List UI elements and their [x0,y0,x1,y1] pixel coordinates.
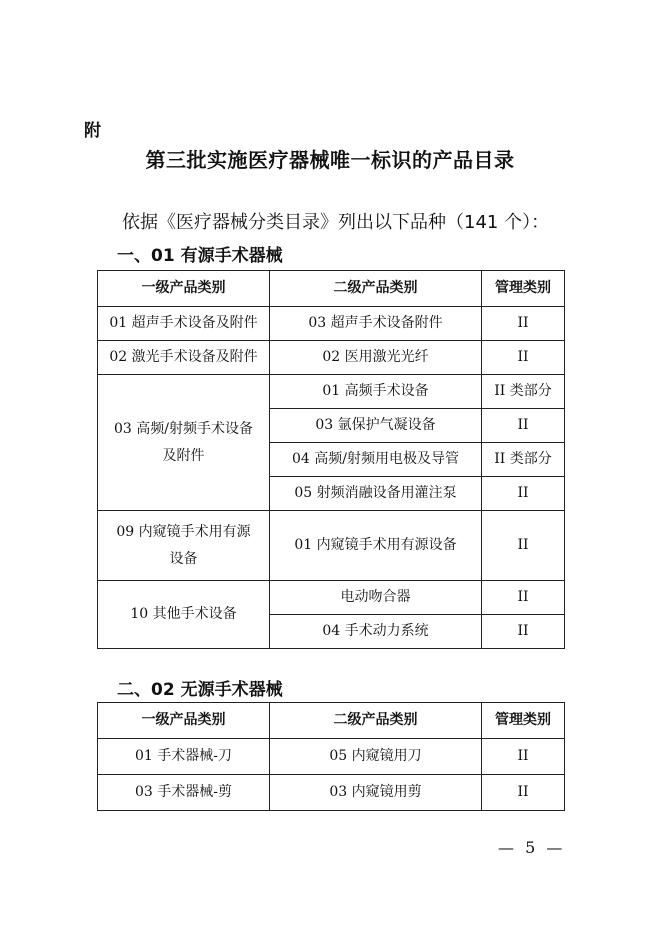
class-cell: II [482,511,565,581]
document-title: 第三批实施医疗器械唯一标识的产品目录 [145,148,515,172]
table-row [98,341,565,375]
class-cell: II [482,341,565,375]
column-header: 一级产品类别 [98,703,270,739]
class-cell: II [482,775,565,811]
level1-cell: 03 高频/射频手术设备及附件 [98,375,270,511]
table-row [98,375,565,409]
level2-cell: 03 超声手术设备附件 [270,307,482,341]
table-header-row [98,271,565,307]
level2-cell: 02 医用激光光纤 [270,341,482,375]
section-heading-passive-surgical: 二、02 无源手术器械 [117,680,283,700]
table-row [98,307,565,341]
level1-cell: 01 手术器械-刀 [98,739,270,775]
level2-cell: 03 内窥镜用剪 [270,775,482,811]
level2-cell: 03 氩保护气凝设备 [270,409,482,443]
table-row [98,511,565,581]
table-row [98,581,565,615]
level2-cell: 01 内窥镜手术用有源设备 [270,511,482,581]
level2-cell: 05 内窥镜用刀 [270,739,482,775]
table-row [98,739,565,775]
appendix-label: 附 [84,121,101,141]
level2-cell: 01 高频手术设备 [270,375,482,409]
page-number: — 5 — [498,838,566,857]
column-header: 一级产品类别 [98,271,270,307]
column-header: 管理类别 [482,703,565,739]
class-cell: II [482,615,565,649]
column-header: 二级产品类别 [270,703,482,739]
level2-cell: 电动吻合器 [270,581,482,615]
level1-cell: 10 其他手术设备 [98,581,270,649]
level1-cell: 02 激光手术设备及附件 [98,341,270,375]
level2-cell: 04 高频/射频用电极及导管 [270,443,482,477]
class-cell: II 类部分 [482,443,565,477]
passive-surgical-table [97,702,565,811]
intro-text: 依据《医疗器械分类目录》列出以下品种（141 个）： [122,212,550,233]
level2-cell: 04 手术动力系统 [270,615,482,649]
level1-cell: 09 内窥镜手术用有源设备 [98,511,270,581]
level1-cell: 01 超声手术设备及附件 [98,307,270,341]
section-heading-active-surgical: 一、01 有源手术器械 [117,246,283,266]
column-header: 管理类别 [482,271,565,307]
class-cell: II [482,739,565,775]
class-cell: II [482,307,565,341]
level2-cell: 05 射频消融设备用灌注泵 [270,477,482,511]
table-row [98,775,565,811]
class-cell: II [482,477,565,511]
active-surgical-table [97,270,565,649]
class-cell: II 类部分 [482,375,565,409]
level1-cell: 03 手术器械-剪 [98,775,270,811]
class-cell: II [482,581,565,615]
column-header: 二级产品类别 [270,271,482,307]
class-cell: II [482,409,565,443]
table-header-row [98,703,565,739]
